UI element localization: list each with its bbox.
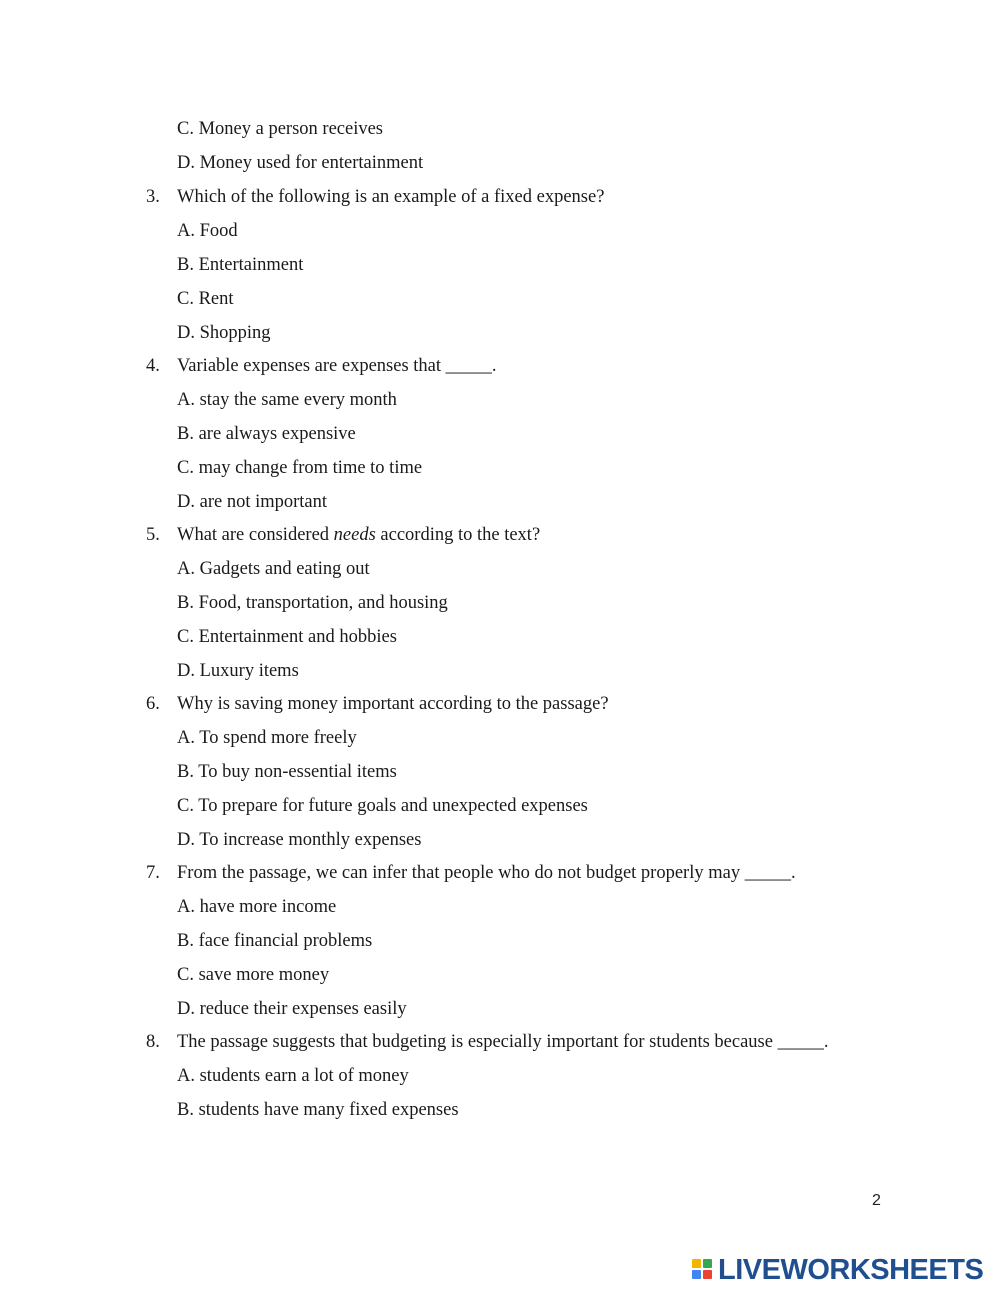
q3-option-b: B. Entertainment — [177, 255, 304, 275]
q4-option-a: A. stay the same every month — [177, 390, 397, 410]
q2-option-c: C. Money a person receives — [177, 119, 384, 139]
q5-option-a: A. Gadgets and eating out — [177, 559, 370, 579]
q7-option-a: A. have more income — [177, 897, 337, 917]
q5-number: 5. — [146, 525, 160, 545]
q6-number: 6. — [146, 694, 160, 714]
q6-option-b: B. To buy non-essential items — [177, 762, 397, 782]
q7-number: 7. — [146, 863, 160, 883]
q3-number: 3. — [146, 187, 160, 207]
q7-option-c: C. save more money — [177, 965, 330, 985]
q6-option-d: D. To increase monthly expenses — [177, 830, 422, 850]
q5-question-emphasis: needs — [333, 525, 376, 545]
q2-option-d: D. Money used for entertainment — [177, 153, 424, 173]
q5-option-b: B. Food, transportation, and housing — [177, 593, 448, 613]
q3-option-c: C. Rent — [177, 289, 234, 309]
q3-option-d: D. Shopping — [177, 323, 271, 343]
page-number: 2 — [872, 1192, 881, 1209]
q7-option-d: D. reduce their expenses easily — [177, 999, 407, 1019]
q8-option-a: A. students earn a lot of money — [177, 1066, 409, 1086]
q8-option-b: B. students have many fixed expenses — [177, 1100, 459, 1120]
logo-wordmark: LIVEWORKSHEETS — [718, 1253, 984, 1286]
logo-tile-yellow — [692, 1259, 701, 1268]
q3-option-a: A. Food — [177, 221, 238, 241]
q7-question: From the passage, we can infer that people who do not budget properly may _____. — [177, 863, 796, 883]
q5-question-end: according to the text? — [375, 525, 541, 545]
q4-question: Variable expenses are expenses that _____. — [177, 356, 497, 376]
liveworksheets-logo[interactable] — [692, 1254, 983, 1286]
q4-option-b: B. are always expensive — [177, 424, 356, 444]
q8-question: The passage suggests that budgeting is especially important for students because _____. — [177, 1032, 829, 1052]
liveworksheets-logo-icon — [692, 1258, 714, 1282]
q4-option-d: D. are not important — [177, 492, 328, 512]
logo-tile-blue — [692, 1270, 701, 1279]
q5-option-c: C. Entertainment and hobbies — [177, 627, 397, 647]
q4-option-c: C. may change from time to time — [177, 458, 423, 478]
q7-option-b: B. face financial problems — [177, 931, 373, 951]
q8-number: 8. — [146, 1032, 160, 1052]
q5-question — [177, 524, 540, 546]
logo-tile-green — [703, 1259, 712, 1268]
q5-option-d: D. Luxury items — [177, 661, 299, 681]
q6-question: Why is saving money important according to the passage? — [177, 694, 609, 714]
q5-question-start: What are considered — [177, 525, 334, 545]
q3-question: Which of the following is an example of a fixed expense? — [177, 187, 605, 207]
q4-number: 4. — [146, 356, 160, 376]
q6-option-c: C. To prepare for future goals and unexpected expenses — [177, 796, 588, 816]
q6-option-a: A. To spend more freely — [177, 728, 357, 748]
logo-tile-red — [703, 1270, 712, 1279]
